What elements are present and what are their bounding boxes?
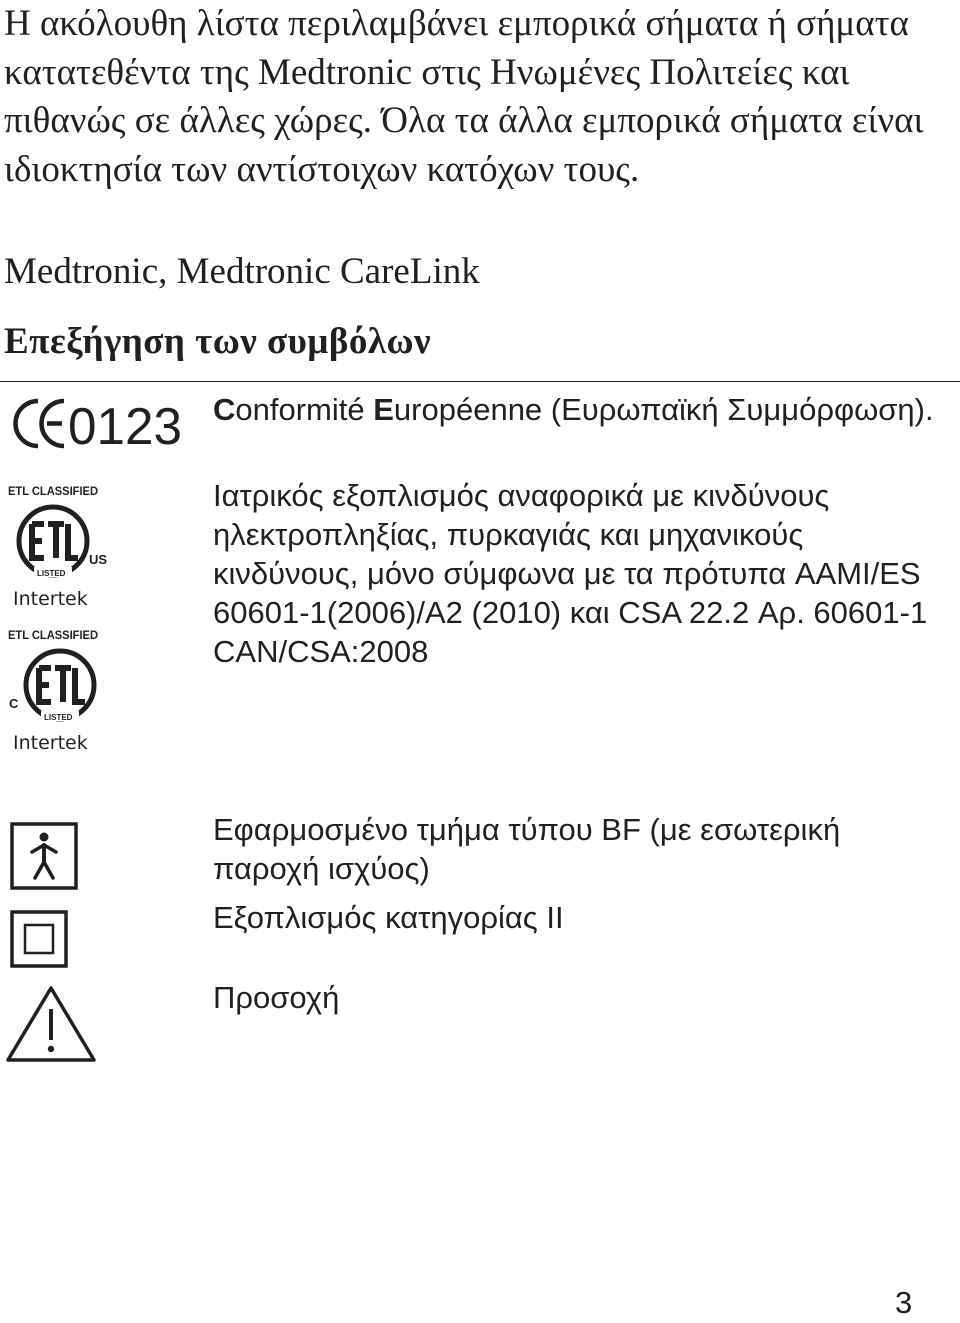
- etl-description: Ιατρικός εξοπλισμός αναφορικά με κινδύνους ηλεκτροπληξίας, πυρκαγιάς και μηχανικούς κινδύνους, μόνο σύμφωνα με τα πρότυπα AAMI/ES 60601-1(2006)/A2 (2010) και CSA 22.2 Αρ. 60601-1 CAN/CSA:2008: [213, 478, 928, 669]
- etl-classified-label: ETL CLASSIFIED: [8, 630, 98, 642]
- caution-description: Προσοχή: [213, 980, 340, 1015]
- intertek-label: Intertek: [13, 732, 88, 754]
- class2-description: Εξοπλισμός κατηγορίας II: [213, 900, 564, 935]
- ce-desc-letter-e: E: [373, 392, 394, 427]
- page-number: 3: [895, 1285, 913, 1320]
- ce-desc-part-2: uropéenne (Ευρωπαϊκή Συμμόρφωση).: [393, 392, 934, 427]
- caution-warning-icon: [4, 984, 98, 1064]
- trademark-list: Medtronic, Medtronic CareLink: [4, 251, 480, 292]
- intertek-label: Intertek: [13, 588, 88, 610]
- class-ii-equipment-icon: [10, 910, 68, 968]
- etl-classified-label: ETL CLASSIFIED: [8, 486, 98, 498]
- heading-divider: [0, 381, 960, 382]
- etl-listed-c-mark-icon: [8, 628, 108, 758]
- etl-us-label: US: [89, 552, 108, 567]
- bf-description: Εφαρμοσμένο τμήμα τύπου BF (με εσωτερική παροχή ισχύος): [213, 812, 841, 886]
- section-heading: Επεξήγηση των συμβόλων: [4, 321, 432, 362]
- etl-listed-us-mark-icon: [8, 484, 108, 614]
- ce-mark-icon: [10, 396, 185, 451]
- etl-listed-label: LISTED: [37, 569, 66, 578]
- ce-notified-body-number: 0123: [68, 398, 182, 451]
- etl-c-label: C: [9, 696, 19, 711]
- type-bf-applied-part-icon: [10, 822, 78, 890]
- intro-paragraph: Η ακόλουθη λίστα περιλαμβάνει εμπορικά σήματα ή σήματα κατατεθέντα της Medtronic στις Ηνωμένες Πολιτείες και πιθανώς σε άλλες χώρες. Όλα τα άλλα εμπορικά σήματα είναι ιδιοκτησία των αντίστοιχων κατόχων τους.: [4, 3, 924, 190]
- ce-desc-part-1: onformité: [235, 392, 374, 427]
- etl-listed-label: LISTED: [44, 713, 73, 722]
- ce-description: [213, 390, 953, 429]
- ce-desc-letter-c: C: [213, 392, 236, 427]
